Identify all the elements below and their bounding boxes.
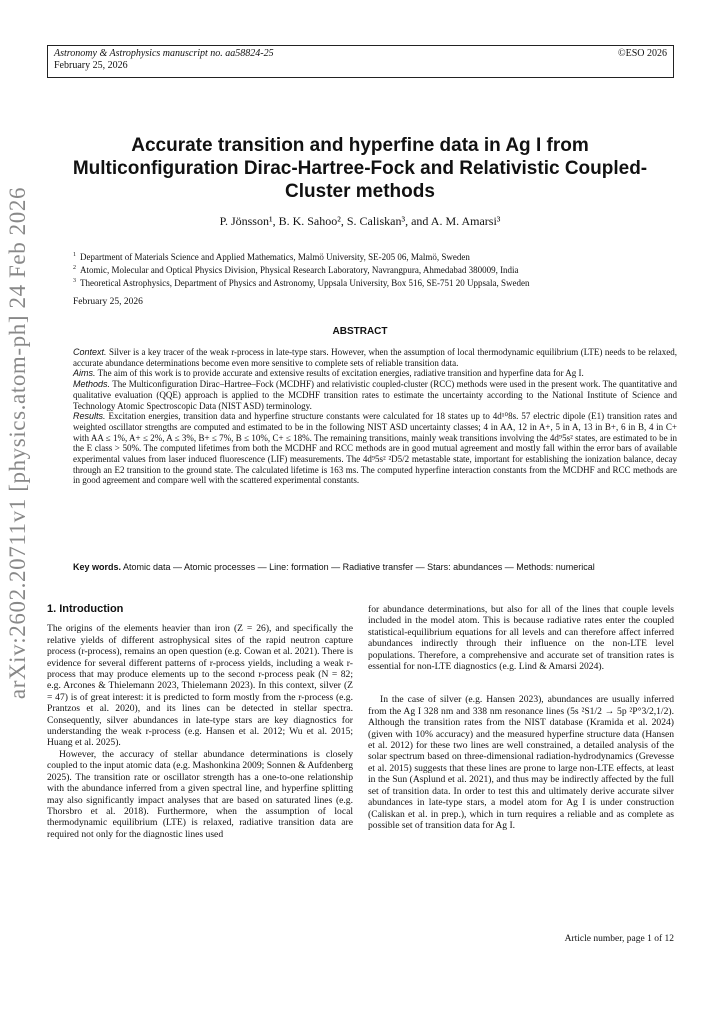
arxiv-stamp: arXiv:2602.20711v1 [physics.atom-ph] 24 Feb 2026 xyxy=(5,186,30,700)
affiliation-3: $^3$ Theoretical Astrophysics, Department of Physics and Astronomy, Uppsala University, Box 516, SE-751 20 Uppsala, Sweden xyxy=(73,278,530,288)
header-date: February 25, 2026 xyxy=(54,60,128,71)
received-date: February 25, 2026 xyxy=(73,297,143,307)
paper-title: Accurate transition and hyperfine data in Ag I from Multiconfiguration Dirac-Hartree-Fock and Relativistic Coupled-Cluster methods xyxy=(72,135,648,202)
abstract-results: Results. Excitation energies, transition data and hyperfine structure constants were calculated for 18 states up to 4d¹⁰8s. 57 electric dipole (E1) transition rates and weighted oscillator strengths are computed and estimated to be in the following NIST ASD uncertainty classes; 4 in AA, 12 in A+, 5 in A, 13 in B+, 6 in B, 4 in C+ with AA ≤ 1%, A+ ≤ 2%, A ≤ 3%, B+ ≤ 7%, B ≤ 10%, C+ ≤ 18%. The remaining transitions, mainly weak transitions involving the 4d⁹5s² states, are estimated to be in the E class > 50%. The computed lifetimes from both the MCDHF and RCC methods are in good mutual agreement and mostly fall within the error bars of available experimental values from laser induced fluorescence (LIF) measurements. The 4d⁹5s² ²D5/2 metastable state, important for establishing the ionization balance, decay through an E2 transition to the ground state. The calculated lifetime is 163 ms. The computed hyperfine interaction constants from the MCDHF and RCC methods are in good agreement and compare well with the scattered experimental constants. xyxy=(73,411,678,486)
intro-paragraph-4: In the case of silver (e.g. Hansen 2023), abundances are usually inferred from the Ag I 328 nm and 338 nm resonance lines (5s ²S1/2 → 5p ²P°3/2,1/2). Although the transition rates from the NIST database (Kramida et al. 2024) (given with 10% accuracy) and the measured hyperfine structure data (Hansen et al. 2012) for these two lines are well constrained, a detailed analysis of the solar spectrum based on three-dimensional radiation-hydrodynamics (Grevesse et al. 2015) suggests that these lines are prone to large non-LTE effects, at least in the Sun (Asplund et al. 2021), and thus may be indirectly affected by the full set of transition data. In order to test this and ultimately derive accurate silver abundances in late-type stars, a model atom for Ag I is under construction (Caliskan et al. in prep.), which in turn requires a reliable and as complete as possible set of transition data for Ag I. xyxy=(368,694,674,831)
intro-paragraph-3: for abundance determinations, but also for all of the lines that couple levels included in the model atom. This is because radiative rates enter the coupled statistical-equilibrium equations for all levels and can therefore affect inferred abundances indirectly through their influence on the non-LTE level populations. Therefore, a comprehensive and accurate set of transition rates is essential for non-LTE diagnostics (e.g. Lind & Amarsi 2024). xyxy=(368,604,674,673)
abstract xyxy=(73,347,677,486)
keywords-label: Key words. xyxy=(73,562,122,572)
column-left xyxy=(47,604,353,840)
keywords-text: Atomic data — Atomic processes — Line: formation — Radiative transfer — Stars: abundances — Methods: numerical xyxy=(123,562,595,572)
author-list: P. Jönsson¹, B. K. Sahoo², S. Caliskan³, and A. M. Amarsi³ xyxy=(219,214,501,228)
journal-line: Astronomy & Astrophysics manuscript no. aa58824-25 xyxy=(54,48,274,59)
affiliations xyxy=(73,250,673,289)
abstract-context: Context. Silver is a key tracer of the weak r-process in late-type stars. However, when the assumption of local thermodynamic equilibrium (LTE) needs to be relaxed, accurate abundance determinations become even more sensitive to complete sets of reliable transition data. xyxy=(73,347,678,368)
column-right xyxy=(368,604,674,831)
page-footer: Article number, page 1 of 12 xyxy=(564,934,674,944)
keywords xyxy=(73,562,677,572)
intro-paragraph-2: However, the accuracy of stellar abundance determinations is closely coupled to the input atomic data (e.g. Mashonkina 2009; Sonnen & Aufdenberg 2025). The transition rate or oscillator strength has a one-to-one relationship with the abundance inferred from a given spectral line, and hyperfine splitting may also significantly impact analyses that are based on saturated lines (e.g. Thorsbro et al. 2018). Furthermore, when the assumption of local thermodynamic equilibrium (LTE) is relaxed, radiative transition data are required not only for the diagnostic lines used xyxy=(47,748,353,840)
abstract-heading: ABSTRACT xyxy=(332,326,388,337)
intro-paragraph-1: The origins of the elements heavier than iron (Z = 26), and specifically the relative yields of different astrophysical sites of the rapid neutron capture process (r-process), remains an open question (e.g. Cowan et al. 2021). There is evidence for several different patterns of r-process yields, including a weak r-process that may produce elements up to the second r-process peak (N = 82; e.g. Arcones & Thielemann 2023, Thielemann 2023). In this context, silver (Z = 47) is of great interest: it is predicted to form mostly from the r-process (e.g. Prantzos et al. 2020), and its lines can be detected in stellar spectra. Consequently, silver abundances in late-type stars are key diagnostics for understanding the weak r-process (e.g. Hansen et al. 2012; Wu et al. 2015; Huang et al. 2025). xyxy=(47,623,353,749)
abstract-aims: Aims. The aim of this work is to provide accurate and extensive results of excitation energies, radiative transition and hyperfine data for Ag I. xyxy=(73,368,584,379)
affiliation-1: $^1$ Department of Materials Science and Applied Mathematics, Malmö University, SE-205 06, Malmö, Sweden xyxy=(73,252,470,262)
manuscript-header xyxy=(47,45,674,78)
section-title: 1. Introduction xyxy=(47,603,124,615)
copyright: ©ESO 2026 xyxy=(618,48,667,59)
affiliation-2: $^2$ Atomic, Molecular and Optical Physics Division, Physical Research Laboratory, Navrangpura, Ahmedabad 380009, India xyxy=(73,265,519,275)
abstract-methods: Methods. The Multiconfiguration Dirac–Hartree–Fock (MCDHF) and relativistic coupled-cluster (RCC) methods were used in the present work. The quantitative and qualitative evaluation (QQE) approach is applied to the MCDHF transition rates to estimate the uncertainty according to the National Institute of Science and Technology Atomic Spectroscopic Data (NIST ASD) terminology. xyxy=(73,379,677,411)
